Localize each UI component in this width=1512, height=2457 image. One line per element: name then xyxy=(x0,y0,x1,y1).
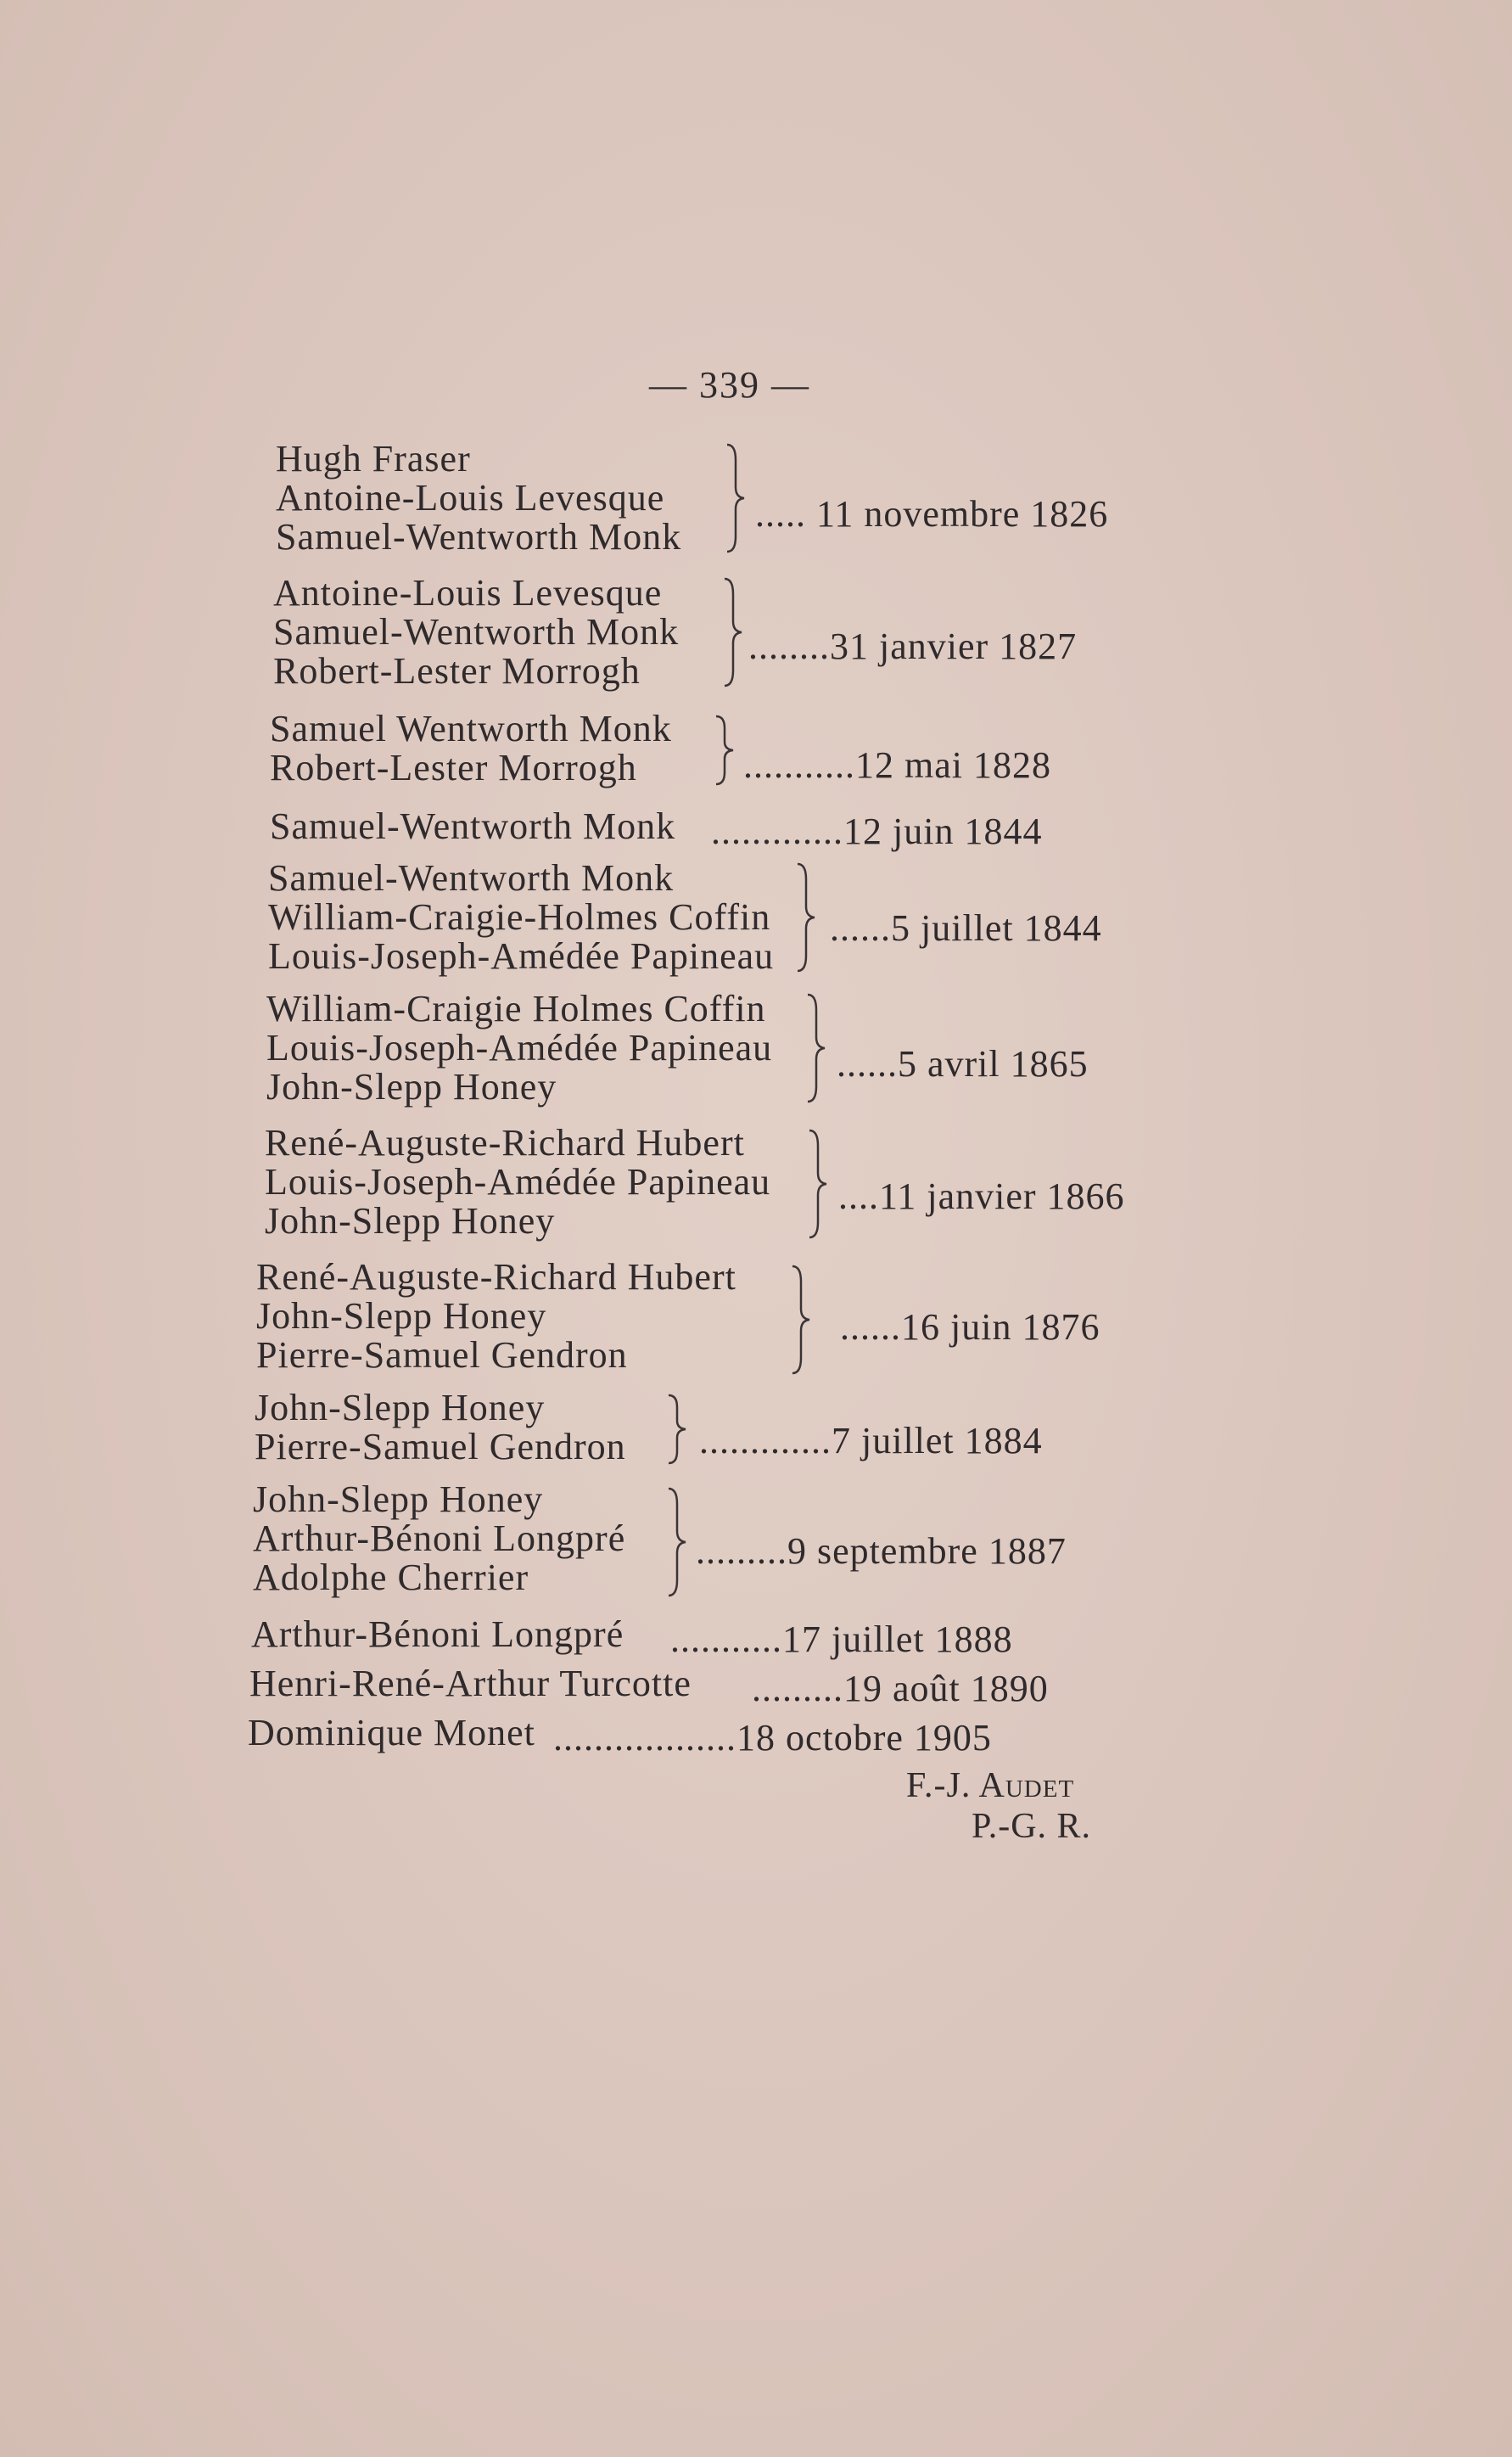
appointment-date: ..... 11 novembre 1826 xyxy=(755,493,1109,535)
appointment-date: ......5 juillet 1844 xyxy=(830,907,1102,949)
appointment-date: ..................18 octobre 1905 xyxy=(553,1717,992,1759)
name-list xyxy=(256,1258,736,1375)
appointment-date: ...........12 mai 1828 xyxy=(743,744,1051,786)
appointment-date: ........31 janvier 1827 xyxy=(748,625,1078,667)
appointment-date: ....11 janvier 1866 xyxy=(838,1175,1125,1217)
person-name: Pierre-Samuel Gendron xyxy=(255,1426,626,1467)
name-list xyxy=(276,440,681,557)
person-name: Louis-Joseph-Amédée Papineau xyxy=(266,1027,773,1069)
person-name: William-Craigie-Holmes Coffin xyxy=(268,896,771,938)
person-name: John-Slepp Honey xyxy=(255,1387,546,1428)
person-name: Louis-Joseph-Amédée Papineau xyxy=(265,1161,771,1203)
person-name: René-Auguste-Richard Hubert xyxy=(256,1256,736,1298)
person-name: Arthur-Bénoni Longpré xyxy=(253,1517,626,1559)
person-name: Antoine-Louis Levesque xyxy=(273,572,663,614)
person-name: John-Slepp Honey xyxy=(266,1066,557,1108)
right-brace-icon xyxy=(806,993,826,1103)
appointment-date: .............12 juin 1844 xyxy=(711,811,1043,852)
name-list xyxy=(266,990,772,1107)
person-name: René-Auguste-Richard Hubert xyxy=(265,1122,745,1164)
person-name: Adolphe Cherrier xyxy=(253,1557,529,1598)
person-name: Samuel-Wentworth Monk xyxy=(268,857,675,899)
right-brace-icon xyxy=(725,443,746,553)
person-name: Samuel-Wentworth Monk xyxy=(270,805,676,847)
right-brace-icon xyxy=(796,862,816,973)
person-name: Pierre-Samuel Gendron xyxy=(256,1334,628,1376)
appointment-date: .........19 août 1890 xyxy=(752,1668,1049,1709)
person-name: Henri-René-Arthur Turcotte xyxy=(249,1663,692,1704)
appointment-date: .............7 juillet 1884 xyxy=(699,1420,1043,1461)
person-name: John-Slepp Honey xyxy=(253,1478,544,1520)
author-signature: F.-J. Audet xyxy=(906,1766,1075,1805)
person-name: John-Slepp Honey xyxy=(265,1200,556,1242)
right-brace-icon xyxy=(714,715,735,786)
person-name: Robert-Lester Morrogh xyxy=(273,650,641,692)
author-title: P.-G. R. xyxy=(972,1807,1092,1846)
person-name: William-Craigie Holmes Coffin xyxy=(266,988,766,1029)
name-list xyxy=(273,574,679,691)
person-name: Antoine-Louis Levesque xyxy=(276,477,665,519)
appointment-date: ......16 juin 1876 xyxy=(840,1306,1100,1348)
appointment-date: .........9 septembre 1887 xyxy=(696,1530,1067,1572)
name-list xyxy=(270,710,672,788)
person-name: Robert-Lester Morrogh xyxy=(270,747,637,788)
appointment-date: ...........17 juillet 1888 xyxy=(670,1618,1013,1660)
person-name: Dominique Monet xyxy=(248,1712,535,1753)
right-brace-icon xyxy=(808,1129,828,1239)
person-name: Samuel-Wentworth Monk xyxy=(276,516,682,558)
right-brace-icon xyxy=(723,577,743,687)
right-brace-icon xyxy=(791,1265,811,1375)
name-list xyxy=(268,859,774,976)
page-number: — 339 — xyxy=(649,364,810,406)
name-list xyxy=(255,1388,626,1467)
name-list xyxy=(265,1124,770,1241)
right-brace-icon xyxy=(667,1394,687,1465)
person-name: Samuel Wentworth Monk xyxy=(270,708,672,749)
person-name: John-Slepp Honey xyxy=(256,1295,547,1337)
person-name: Hugh Fraser xyxy=(276,438,471,480)
appointment-date: ......5 avril 1865 xyxy=(837,1043,1089,1085)
person-name: Louis-Joseph-Amédée Papineau xyxy=(268,935,775,977)
name-list xyxy=(253,1480,625,1597)
right-brace-icon xyxy=(667,1487,687,1597)
person-name: Samuel-Wentworth Monk xyxy=(273,611,680,653)
person-name: Arthur-Bénoni Longpré xyxy=(251,1613,624,1655)
